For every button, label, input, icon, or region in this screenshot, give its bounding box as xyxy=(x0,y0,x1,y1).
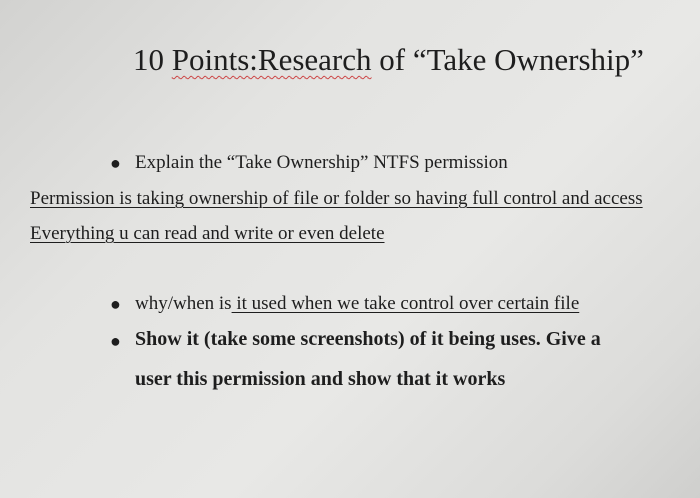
bullet-item-show-line-2: user this permission and show that it works xyxy=(135,368,506,390)
why-when-prefix: why/when is xyxy=(135,293,232,314)
bullet-dot-1: ● xyxy=(110,153,121,173)
title-main: Points:Research xyxy=(171,42,372,77)
bullet-item-show-line-1: Show it (take some screenshots) of it being uses. Give a xyxy=(135,328,601,350)
title-suffix: of “Take Ownership” xyxy=(371,42,644,77)
bullet-dot-2: ● xyxy=(110,294,121,314)
why-when-answer: it used when we take control over certain file xyxy=(231,293,580,314)
bullet-dot-3: ● xyxy=(110,331,121,351)
title-prefix: 10 xyxy=(133,42,172,77)
answer-line-1: Permission is taking ownership of file or folder so having full control and access xyxy=(30,188,643,209)
bullet-item-explain: Explain the “Take Ownership” NTFS permission xyxy=(135,152,508,173)
answer-line-2: Everything u can read and write or even delete xyxy=(30,223,385,244)
page-title xyxy=(133,42,644,78)
bullet-item-why-when xyxy=(135,293,579,315)
